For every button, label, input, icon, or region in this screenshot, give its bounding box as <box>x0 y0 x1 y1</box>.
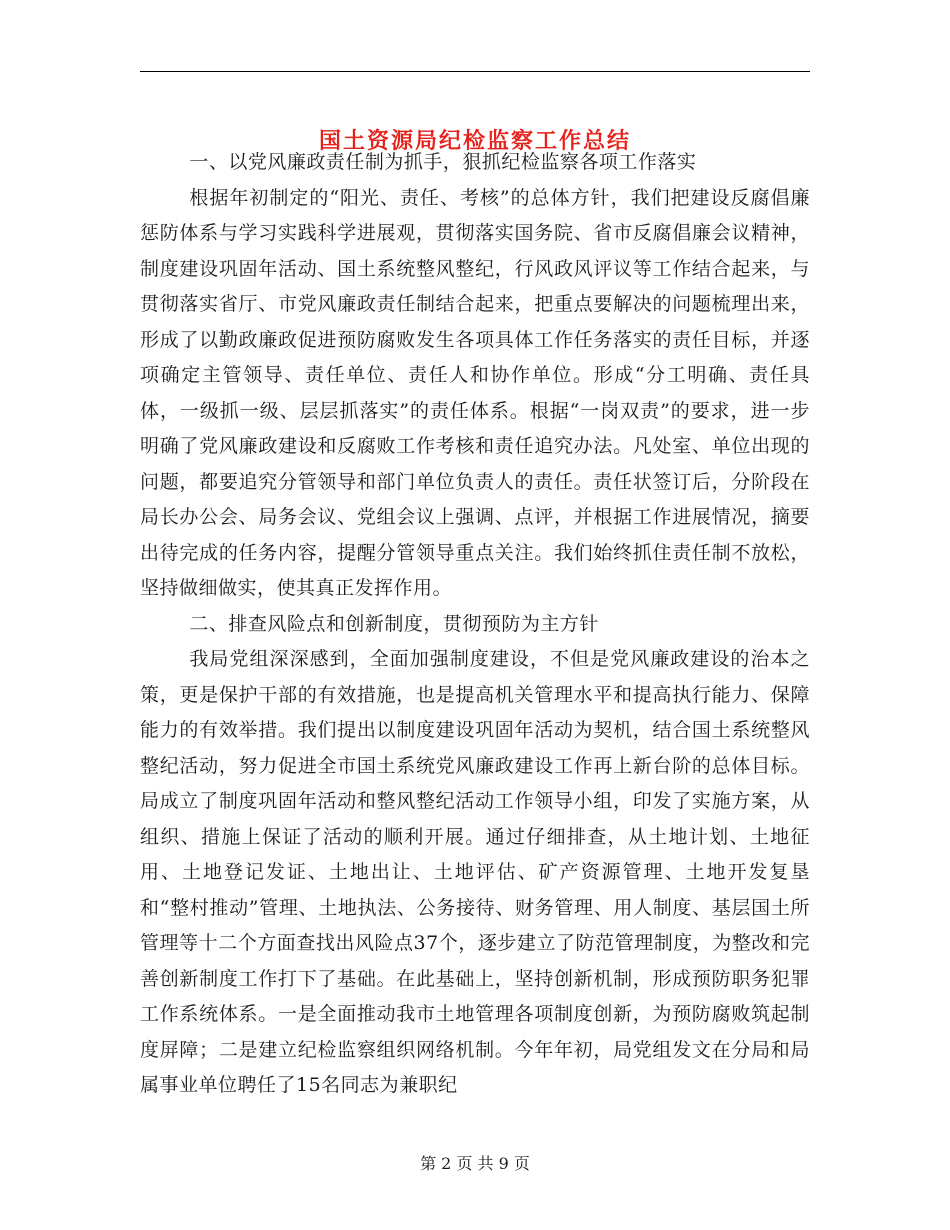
section-1-paragraph: 根据年初制定的“阳光、责任、考核”的总体方针，我们把建设反腐倡廉惩防体系与学习实践科学进展观，贯彻落实国务院、省市反腐倡廉会议精神，制度建设巩固年活动、国土系统整风整纪，行风政风评议等工作结合起来，与贯彻落实省厅、市党风廉政责任制结合起来，把重点要解决的问题梳理出来，形成了以勤政廉政促进预防腐败发生各项具体工作任务落实的责任目标，并逐项确定主管领导、责任单位、责任人和协作单位。形成“分工明确、责任具体，一级抓一级、层层抓落实”的责任体系。根据“一岗双责”的要求，进一步明确了党风廉政建设和反腐败工作考核和责任追究办法。凡处室、单位出现的问题，都要追究分管领导和部门单位负责人的责任。责任状签订后，分阶段在局长办公会、局务会议、党组会议上强调、点评，并根据工作进展情况，摘要出待完成的任务内容，提醒分管领导重点关注。我们始终抓住责任制不放松，坚持做细做实，使其真正发挥作用。 <box>140 186 810 599</box>
header-rule <box>140 71 810 72</box>
document-title: 国土资源局纪检监察工作总结 <box>318 127 631 154</box>
page-number: 第 2 页 共 9 页 <box>420 1154 530 1173</box>
document-body <box>140 145 810 1104</box>
section-2-paragraph: 我局党组深深感到，全面加强制度建设，不但是党风廉政建设的治本之策，更是保护干部的有效措施，也是提高机关管理水平和提高执行能力、保障能力的有效举措。我们提出以制度建设巩固年活动为契机，结合国土系统整风整纪活动，努力促进全市国土系统党风廉政建设工作再上新台阶的总体目标。局成立了制度巩固年活动和整风整纪活动工作领导小组，印发了实施方案，从组织、措施上保证了活动的顺利开展。通过仔细排查，从土地计划、土地征用、土地登记发证、土地出让、土地评估、矿产资源管理、土地开发复垦和“整村推动”管理、土地执法、公务接待、财务管理、用人制度、基层国土所管理等十二个方面查找出风险点37个，逐步建立了防范管理制度，为整改和完善创新制度工作打下了基础。在此基础上，坚持创新机制，形成预防职务犯罪工作系统体系。一是全面推动我市土地管理各项制度创新，为预防腐败筑起制度屏障；二是建立纪检监察组织网络机制。今年年初，局党组发文在分局和局属事业单位聘任了15名同志为兼职纪 <box>140 648 810 1096</box>
section-1-heading: 一、以党风廉政责任制为抓手，狠抓纪检监察各项工作落实 <box>189 151 697 173</box>
section-2-heading: 二、排查风险点和创新制度，贯彻预防为主方针 <box>189 612 599 635</box>
